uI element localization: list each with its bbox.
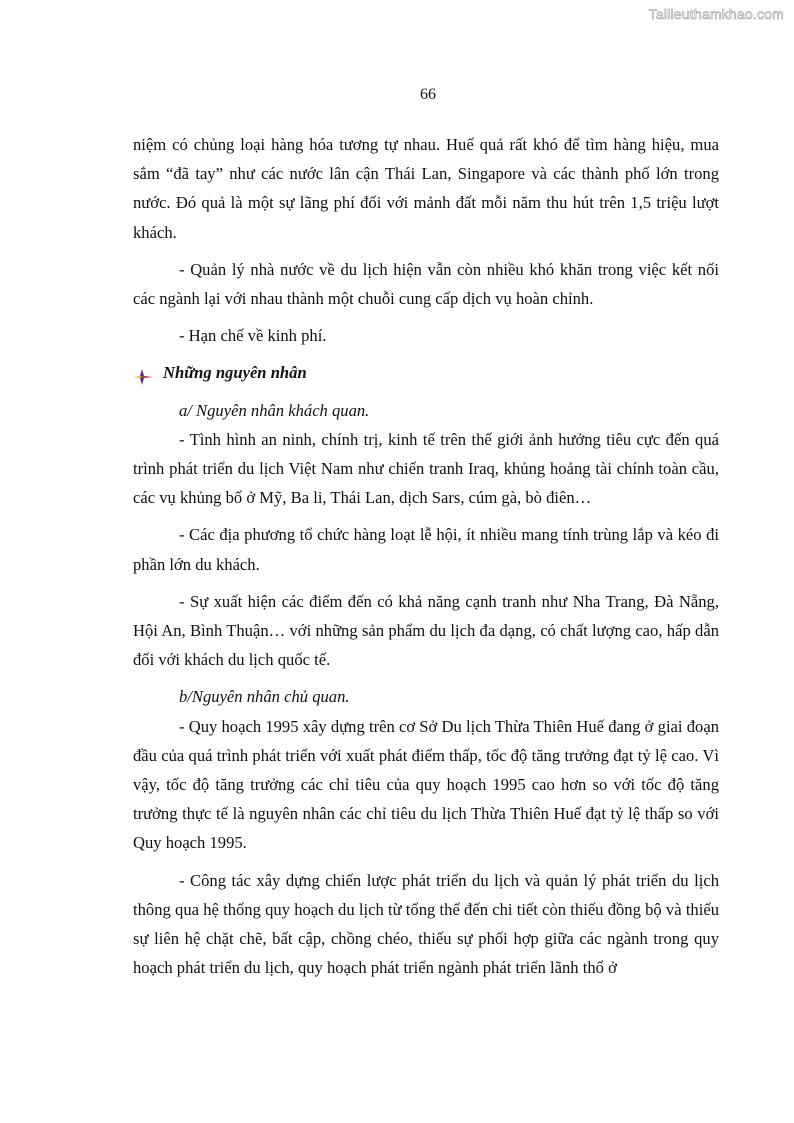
paragraph-8: - Công tác xây dựng chiến lược phát triển du lịch và quản lý phát triển du lịch thông qua hệ thống quy hoạch du lịch từ tổng thể đến chi tiết còn thiếu đồng bộ và thiếu sự liên hệ chặt chẽ, bất cập, chồng chéo, thiếu sự phối hợp giữa các ngành trong quy hoạch phát triển du lịch, quy hoạch phát triển ngành phát triển lãnh thổ ở — [133, 870, 719, 978]
four-pointed-star-bullet-icon — [133, 365, 155, 381]
section-heading — [133, 358, 719, 387]
watermark: Tailieuthamkhao.com — [648, 6, 784, 22]
paragraph-1: niệm có chủng loại hàng hóa tương tự nhau. Huế quả rất khó để tìm hàng hiệu, mua sắm “đã tay” như các nước lân cận Thái Lan, Singapore và các thành phố lớn trong nước. Đó quả là một sự lãng phí đối với mảnh đất mỗi năm thu hút trên 1,5 triệu lượt khách. — [133, 135, 719, 242]
paragraph-3: - Hạn chế về kinh phí. — [179, 326, 327, 346]
paragraph-5: - Các địa phương tổ chức hàng loạt lễ hội, ít nhiều mang tính trùng lắp và kéo đi phần lớn du khách. — [133, 525, 719, 574]
document-body — [133, 130, 719, 982]
paragraph-4: - Tình hình an ninh, chính trị, kinh tế trên thế giới ảnh hưởng tiêu cực đến quá trình phát triển du lịch Việt Nam như chiến tranh Iraq, khủng hoảng tài chính toàn cầu, các vụ khủng bố ở Mỹ, Ba li, Thái Lan, dịch Sars, cúm gà, bò điên… — [133, 429, 719, 508]
paragraph-2: - Quản lý nhà nước về du lịch hiện vẫn còn nhiều khó khăn trong việc kết nối các ngành lại với nhau thành một chuỗi cung cấp dịch vụ hoàn chỉnh. — [133, 259, 719, 309]
subheading-objective-causes: a/ Nguyên nhân khách quan. — [179, 400, 370, 420]
paragraph-7: - Quy hoạch 1995 xây dựng trên cơ Sở Du lịch Thừa Thiên Huế đang ở giai đoạn đầu của quá trình phát triển với xuất phát điểm thấp, tốc độ tăng trưởng đạt tỷ lệ cao. Vì vậy, tốc độ tăng trưởng các chỉ tiêu của quy hoạch 1995 cao hơn so với tốc độ tăng trưởng thực tế là nguyên nhân các chỉ tiêu du lịch Thừa Thiên Huế đạt tỷ lệ thấp so với Quy hoạch 1995. — [133, 716, 719, 853]
section-heading-text: Những nguyên nhân — [163, 363, 307, 383]
paragraph-6: - Sự xuất hiện các điểm đến có khả năng cạnh tranh như Nha Trang, Đà Nẵng, Hội An, Bình Thuận… với những sản phẩm du lịch đa dạng, có chất lượng cao, hấp dẫn đối với khách du lịch quốc tế. — [133, 591, 719, 670]
page-number: 66 — [420, 86, 436, 103]
subheading-subjective-causes: b/Nguyên nhân chủ quan. — [179, 687, 350, 707]
